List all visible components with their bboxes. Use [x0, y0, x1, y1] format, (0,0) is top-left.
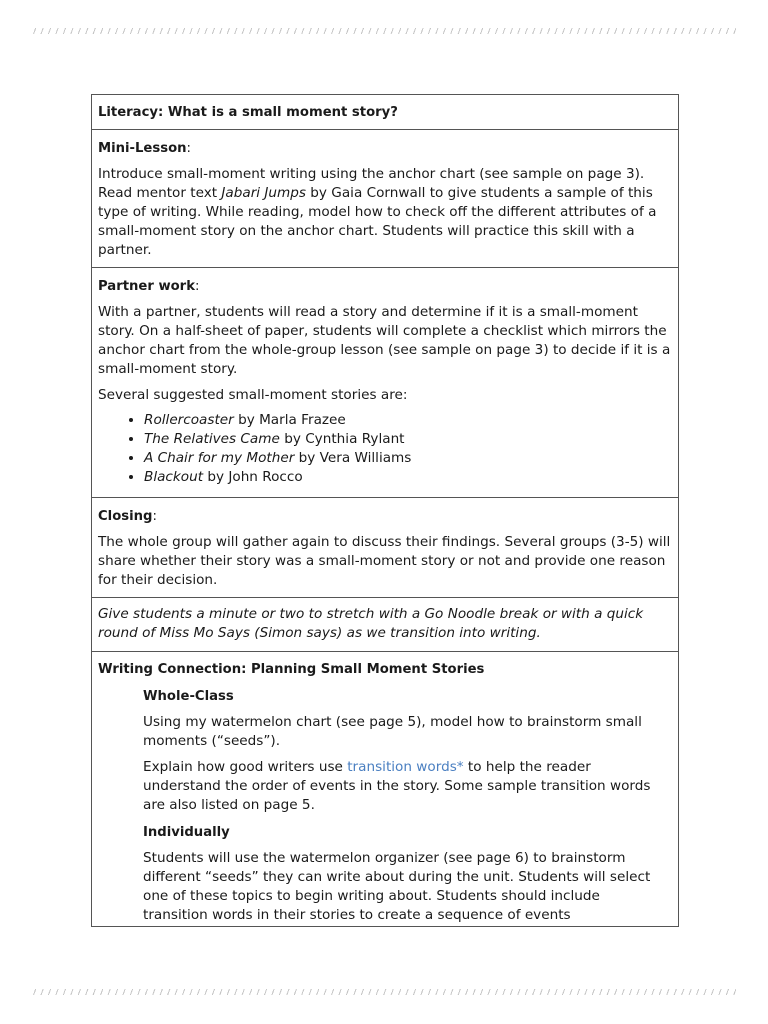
individually-heading: Individually — [143, 825, 230, 840]
transition-words-link[interactable]: transition words* — [347, 759, 464, 775]
story-title: The Relatives Came — [144, 431, 280, 447]
transition-text-part1: Explain how good writers use — [143, 759, 348, 775]
transition-text-part2: to help the reader understand the order of events in the story. Some sample transition words are also listed on page 5. — [143, 759, 651, 813]
whole-class-text: Using my watermelon chart (see page 5), model how to brainstorm small moments (“seeds”). — [143, 714, 642, 749]
whole-class-heading: Whole-Class — [143, 689, 234, 704]
transition-note-cell — [92, 598, 678, 652]
literacy-title-cell — [92, 95, 678, 130]
mini-lesson-heading: Mini-Lesson: — [98, 141, 191, 156]
closing-heading: Closing: — [98, 509, 157, 524]
story-author: by Vera Williams — [294, 450, 412, 466]
individually-text: Students will use the watermelon organizer (see page 6) to brainstorm different “seeds” they can write about during the unit. Students will select one of these topics to begin writing about. Students should include transition words in their stories to create a sequence of events — [143, 850, 651, 923]
stories-intro: Several suggested small-moment stories are: — [98, 387, 408, 403]
lesson-plan-table — [91, 94, 679, 927]
literacy-title: Literacy: What is a small moment story? — [98, 105, 398, 120]
closing-heading-text: Closing — [98, 509, 153, 524]
mini-lesson-text-part2: by Gaia Cornwall to give students a sample of this type of writing. While reading, model how to check off the different attributes of a small-moment story on the anchor chart. Students will practice this skill with a partner. — [98, 185, 657, 258]
list-item — [144, 411, 672, 430]
story-title: A Chair for my Mother — [144, 450, 295, 466]
writing-connection-title: Writing Connection: Planning Small Moment Stories — [98, 662, 485, 677]
mini-lesson-heading-text: Mini-Lesson — [98, 141, 187, 156]
partner-work-cell — [92, 268, 678, 498]
story-list — [98, 411, 672, 487]
story-title: Rollercoaster — [144, 412, 234, 428]
list-item — [144, 449, 672, 468]
story-author: by Marla Frazee — [233, 412, 346, 428]
closing-text: The whole group will gather again to discuss their findings. Several groups (3-5) will share whether their story was a small-moment story or not and provide one reason for their decision. — [98, 534, 671, 588]
mini-lesson-text-part1: Introduce small-moment writing using the anchor chart (see sample on page 3). Read mentor text — [98, 166, 645, 201]
story-title: Blackout — [144, 469, 204, 485]
partner-work-text: With a partner, students will read a story and determine if it is a small-moment story. On a half-sheet of paper, students will complete a checklist which mirrors the anchor chart from the whole-group lesson (see sample on page 3) to decide if it is a small-moment story. — [98, 304, 671, 377]
transition-words-text — [143, 758, 668, 815]
page-top-edge — [32, 28, 736, 34]
story-author: by Cynthia Rylant — [279, 431, 405, 447]
story-author: by John Rocco — [203, 469, 303, 485]
list-item — [144, 468, 672, 487]
mini-lesson-cell — [92, 130, 678, 268]
writing-connection-body — [98, 687, 672, 925]
mentor-text-title: Jabari Jumps — [221, 185, 306, 201]
partner-work-heading-text: Partner work — [98, 279, 195, 294]
page-bottom-edge — [32, 989, 736, 995]
closing-cell — [92, 498, 678, 598]
mini-lesson-text — [98, 165, 672, 260]
list-item — [144, 430, 672, 449]
partner-work-heading: Partner work: — [98, 279, 200, 294]
transition-note-text: Give students a minute or two to stretch with a Go Noodle break or with a quick round of Miss Mo Says (Simon says) as we transition into writing. — [98, 606, 644, 641]
writing-connection-cell — [92, 652, 678, 927]
